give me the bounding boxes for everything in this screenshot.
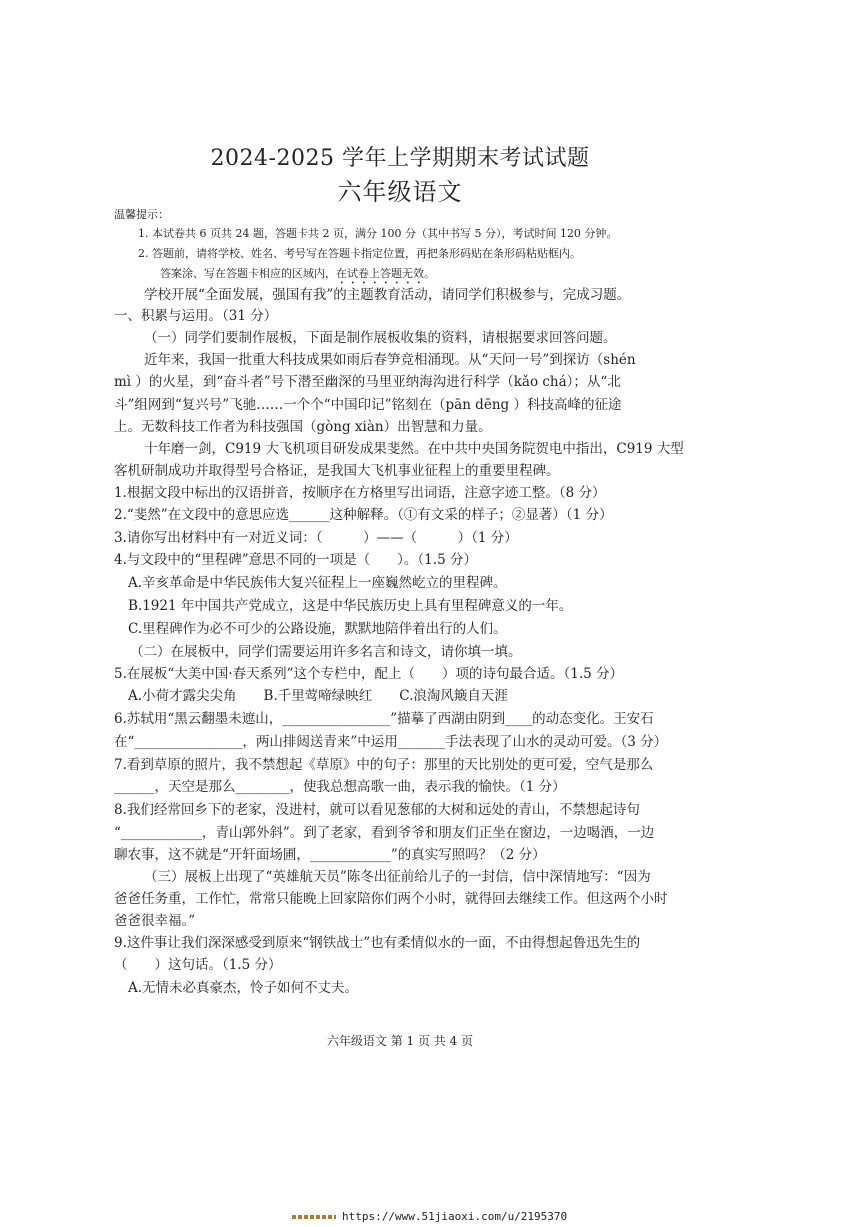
- question-9: （ ）这句话。（1.5 分）: [114, 957, 282, 973]
- question-1: 1.根据文段中标出的汉语拼音，按顺序在方格里写出词语，注意字迹工整。（8 分）: [114, 485, 606, 501]
- question-4: 4.与文段中的“里程碑”意思不同的一项是（ ）。（1.5 分）: [114, 552, 477, 568]
- note-item: 2. 答题前，请将学校、姓名、考号写在答题卡指定位置，再把条形码贴在条形码粘贴框内。: [138, 247, 581, 260]
- question-6: 在“________________，两山排闼送青来”中运用_______手法表现了山水的灵动可爱。（3 分）: [114, 734, 668, 750]
- passage-line: mì ）的火星，到“奋斗者”号下潜至幽深的马里亚纳海沟进行科学（kǎo chá）；从“北: [114, 374, 621, 390]
- option-a: A.无情未必真豪杰，怜子如何不丈夫。: [128, 980, 359, 996]
- question-7: ______，天空是那么________，使我总想高歌一曲，表示我的愉快。（1 分）: [114, 779, 566, 795]
- question-8: “____________，青山郭外斜”。到了老家，看到爷爷和朋友们正坐在窗边，一边喝酒，一边: [114, 825, 655, 841]
- page-footer: 六年级语文 第 1 页 共 4 页: [326, 1034, 474, 1048]
- question-7: 7.看到草原的照片，我不禁想起《草原》中的句子：那里的天比别处的更可爱，空气是那么: [114, 757, 654, 773]
- option-a: A.辛亥革命是中华民族伟大复兴征程上一座巍然屹立的里程碑。: [128, 575, 507, 591]
- option-c: C.里程碑作为必不可少的公路设施，默默地陪伴着出行的人们。: [128, 621, 507, 637]
- option-b: B.1921 年中国共产党成立，这是中华民族历史上具有里程碑意义的一年。: [128, 598, 573, 614]
- section-heading: 一、积累与运用。（31 分）: [114, 308, 278, 324]
- question-8: 8.我们经常回乡下的老家，没进村，就可以看见葱郁的大树和远处的青山，不禁想起诗句: [114, 802, 640, 818]
- passage-line: 客机研制成功并取得型号合格证，是我国大飞机事业征程上的重要里程碑。: [114, 463, 560, 479]
- question-5: 5.在展板“大美中国·春天系列”这个专栏中，配上（ ）项的诗句最合适。（1.5 分）: [114, 666, 623, 682]
- intro-line: 学校开展“全面发展，强国有我”的主题教育活动，请同学们积极参与，完成习题。: [144, 287, 631, 303]
- question-5-options: A.小荷才露尖尖角 B.千里莺啼绿映红 C.浪淘风簸自天涯: [128, 688, 508, 704]
- subsection-heading: （二）在展板中，同学们需要运用许多名言和诗文，请你填一填。: [130, 644, 522, 660]
- exam-title: 2024-2025 学年上学期期末考试试题: [210, 146, 590, 171]
- notes-heading: 温馨提示：: [114, 208, 169, 221]
- note-item: 1. 本试卷共 6 页共 24 题，答题卡共 2 页，满分 100 分（其中书写 5 分），考试时间 120 分钟。: [138, 227, 618, 240]
- subsection-heading: （三）展板上出现了“英雄航天员”陈冬出征前给儿子的一封信，信中深情地写：“因为: [144, 869, 651, 885]
- subsection-heading: （一）同学们要制作展板，下面是制作展板收集的资料，请根据要求回答问题。: [144, 330, 617, 346]
- passage-line: 十年磨一剑，C919 大飞机项目研发成果斐然。在中共中央国务院贺电中指出，C919 大型: [144, 441, 684, 457]
- watermark-logo-icon: [292, 1215, 336, 1219]
- passage-line: 上。无数科技工作者为科技强国（gòng xiàn）出智慧和力量。: [114, 419, 492, 435]
- note-text: 答案涂、写在答题卡相应的区域内，: [160, 267, 336, 280]
- passage-line: 爸爸很幸福。”: [114, 913, 196, 929]
- question-9: 9.这件事让我们深深感受到原来“钢铁战士”也有柔情似水的一面，不由得想起鲁迅先生的: [114, 935, 641, 951]
- passage-line: 斗”组网到“复兴号”飞驰……一个个“中国印记”铭刻在（pān dēng ）科技高峰的征途: [114, 397, 622, 413]
- watermark: [292, 1210, 567, 1223]
- exam-subtitle: 六年级语文: [337, 178, 463, 206]
- question-6: 6.苏轼用“黑云翻墨未遮山，________________”描摹了西湖由阴到____的动态变化。王安石: [114, 711, 654, 727]
- question-2: 2.“斐然”在文段中的意思应选______这种解释。（①有文采的样子；②显著）（1 分）: [114, 507, 613, 523]
- note-emphasis: 在试卷上答题无效。: [336, 267, 435, 280]
- passage-line: 近年来，我国一批重大科技成果如雨后春笋竞相涌现。从“天问一号”到探访（shén: [144, 352, 636, 368]
- question-3: 3.请你写出材料中有一对近义词：（ ）——（ ）（1 分）: [114, 530, 518, 546]
- passage-line: 爸爸任务重，工作忙，常常只能晚上回家陪你们两个小时，就得回去继续工作。但这两个小时: [114, 891, 668, 907]
- question-8: 聊农事，这不就是“开轩面场圃，____________”的真实写照吗？（2 分）: [114, 847, 546, 863]
- watermark-url: https://www.51jiaoxi.com/u/2195370: [342, 1210, 568, 1223]
